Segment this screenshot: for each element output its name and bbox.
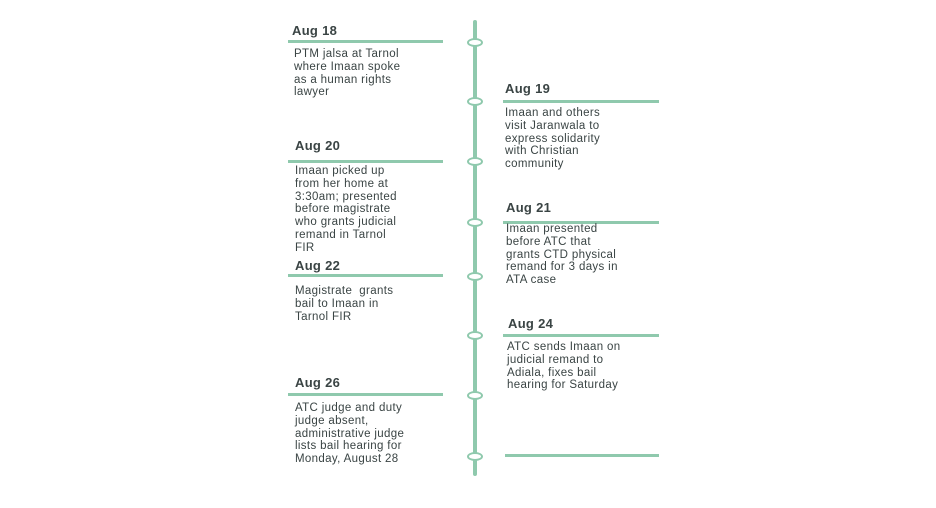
event-date: Aug 19 [505, 81, 551, 96]
timeline-node [467, 97, 483, 106]
event-rule [503, 100, 659, 103]
event-date: Aug 26 [295, 375, 341, 390]
event-description: Imaan picked up from her home at 3:30am; presented before magistrate who grants judicial remand in Tarnol FIR [295, 165, 397, 254]
event-date: Aug 18 [292, 23, 338, 38]
event-rule [503, 334, 659, 337]
timeline-node [467, 38, 483, 47]
timeline-node [467, 218, 483, 227]
event-date: Aug 20 [295, 138, 341, 153]
event-description: Imaan presented before ATC that grants CTD physical remand for 3 days in ATA case [506, 223, 618, 287]
event-rule [288, 393, 443, 396]
event-rule [288, 40, 443, 43]
timeline-node [467, 272, 483, 281]
timeline-node [467, 391, 483, 400]
event-date: Aug 21 [506, 200, 552, 215]
event-description: Imaan and others visit Jaranwala to express solidarity with Christian community [505, 107, 601, 171]
event-description: ATC sends Imaan on judicial remand to Adiala, fixes bail hearing for Saturday [507, 341, 621, 392]
event-description: ATC judge and duty judge absent, administrative judge lists bail hearing for Monday, August 28 [295, 402, 405, 466]
timeline-axis [473, 20, 477, 476]
end-rule [505, 454, 659, 457]
timeline-node [467, 452, 483, 461]
event-description: PTM jalsa at Tarnol where Imaan spoke as a human rights lawyer [294, 48, 401, 99]
event-date: Aug 24 [508, 316, 554, 331]
event-date: Aug 22 [295, 258, 341, 273]
event-description: Magistrate grants bail to Imaan in Tarnol FIR [295, 285, 394, 323]
event-rule [288, 160, 443, 163]
timeline-node [467, 331, 483, 340]
timeline-node [467, 157, 483, 166]
event-rule [288, 274, 443, 277]
